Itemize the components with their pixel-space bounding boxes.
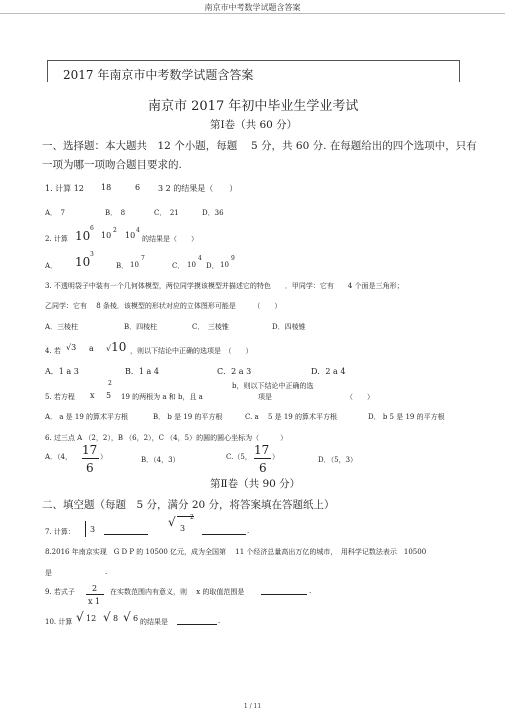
q6-option-c-fraction-bar xyxy=(254,458,271,459)
page-number: 1 / 11 xyxy=(243,703,262,710)
q10-radicand-1: 12 xyxy=(86,614,97,623)
q5-exponent: 2 xyxy=(108,380,112,387)
q5-option-b: B． b 是 19 的平方根 xyxy=(153,413,223,421)
q7-blank-2 xyxy=(202,534,246,535)
q9-stem: 9. 若式子 xyxy=(45,588,75,596)
q4-stem: 4. 若 xyxy=(45,347,61,355)
q2-option-d-label: D． xyxy=(206,262,219,270)
q9-denominator: x 1 xyxy=(88,597,101,606)
q6-option-a-close: ） xyxy=(100,453,107,461)
q8-line-1: 8.2016 年南京实现 G D P 的 10500 亿元，成为全国第 11 个经济总量高出万亿的城市， 用科学记数法表示 10500 xyxy=(45,548,427,556)
q10-radicand-2: 8 xyxy=(113,614,119,623)
q2-stem: 2. 计算 xyxy=(45,235,68,243)
q6-option-b: B．（4，3） xyxy=(141,456,180,464)
q6-option-a-numerator: 17 xyxy=(82,443,98,457)
q2-base-1: 10 xyxy=(75,229,91,243)
q8-line-2-label: 是 xyxy=(45,569,52,577)
q2-option-d-base: 10 xyxy=(220,261,229,269)
q3-option-b: B．四棱柱 xyxy=(124,323,158,331)
part1-heading: 第Ⅰ卷（共 60 分） xyxy=(210,119,298,131)
q5-answer-paren: （ ） xyxy=(346,393,374,401)
q6-stem: 6. 过三点 A （2，2），B （6，2），C （4，5）的圆的圆心坐标为（ ） xyxy=(45,434,288,442)
q3-option-c: C． 三棱锥 xyxy=(192,323,229,331)
q5-stem: 5. 若方程 xyxy=(45,393,75,401)
q9-stem-rest: 在实数范围内有意义，则 x 的取值范围是 xyxy=(110,588,245,596)
q4-option-d: D．2 a 4 xyxy=(311,367,346,376)
q1-option-b: B． 8 xyxy=(105,209,126,217)
q2-exp-2: 2 xyxy=(113,227,117,234)
q6-option-c-denominator: 6 xyxy=(259,461,267,475)
q5-stem-rest: 19 的两根为 a 和 b，且 a xyxy=(121,393,203,401)
q8-line-2-end: . xyxy=(105,568,108,576)
q10-stem-end: 的结果是 xyxy=(140,618,168,626)
q7-stem: 7. 计算： xyxy=(45,528,75,536)
q5-option-c: C. a 5 是 19 的算术平方根 xyxy=(245,413,337,421)
q6-option-d: D．（5，3） xyxy=(318,456,358,464)
q2-option-c-label: C． xyxy=(172,262,185,270)
section1-instruction-cont: 一项为哪一项吻合题目要求的. xyxy=(42,159,182,171)
q7-abs-bar xyxy=(85,521,86,537)
document-title: 2017 年南京市中考数学试题含答案 xyxy=(63,68,254,82)
q10-stem: 10. 计算 xyxy=(45,618,73,626)
q9-fraction-bar xyxy=(86,594,104,595)
q9-blank xyxy=(261,594,307,595)
q6-option-a-denominator: 6 xyxy=(86,461,94,475)
q4-option-b: B．1 a 4 xyxy=(125,367,159,376)
q4-radical-2: √10 xyxy=(106,340,127,354)
q2-exp-1: 6 xyxy=(90,225,94,232)
q2-base-2: 10 xyxy=(101,231,112,240)
q7-value-1: 3 xyxy=(90,525,96,534)
q5-condition: b，则以下结论中正确的选 xyxy=(232,382,314,390)
part2-heading: 第Ⅱ卷（共 90 分） xyxy=(210,478,301,490)
q10-sqrt-1: √ xyxy=(76,610,84,624)
exam-title: 南京市 2017 年初中毕业生学业考试 xyxy=(148,99,359,114)
q2-option-b-exp: 7 xyxy=(141,255,145,262)
q2-exp-3: 4 xyxy=(136,227,140,234)
q6-option-c-close: ） xyxy=(272,453,279,461)
q2-option-d-exp: 9 xyxy=(231,255,235,262)
q1-stem-c: 6 xyxy=(135,183,141,192)
q9-numerator: 2 xyxy=(92,584,98,593)
q10-sqrt-2: √ xyxy=(103,610,111,624)
q5-stem-tail: 项是 xyxy=(258,393,272,401)
q2-stem-end: 的结果是（ ） xyxy=(142,235,198,243)
q10-radicand-3: 6 xyxy=(133,614,139,623)
q10-sqrt-3: √ xyxy=(123,610,131,624)
q7-blank-1 xyxy=(104,534,148,535)
q1-option-a: A． 7 xyxy=(45,209,66,217)
q4-stem-end: ，则以下结论中正确的选项是 （ ） xyxy=(130,347,253,355)
q1-stem-a: 1. 计算 12 xyxy=(45,184,84,193)
q9-end: . xyxy=(309,587,312,595)
q4-radical-1: √3 xyxy=(66,343,77,352)
q6-option-c-label: C.（5， xyxy=(226,453,252,461)
q1-option-d: D．36 xyxy=(202,209,224,217)
q7-exponent: 2 xyxy=(190,514,194,521)
q3-line-2: 乙同学：它有 8 条棱．该模型的形状对应的立体图形可能是 （ ） xyxy=(45,302,282,310)
q4-option-a: A．1 a 3 xyxy=(45,367,79,376)
q5-const-5: 5 xyxy=(106,391,112,400)
q2-option-b-label: B． xyxy=(116,262,129,270)
q7-end: . xyxy=(247,527,250,535)
q2-option-a-label: A． xyxy=(45,262,58,270)
header-rule xyxy=(0,13,505,14)
q2-option-a-base: 10 xyxy=(75,255,91,269)
q5-option-a: A． a 是 19 的算术平方根 xyxy=(45,413,129,421)
q4-option-c: C．2 a 3 xyxy=(217,367,252,376)
q1-stem-d: 3 2 的结果是（ ） xyxy=(158,184,238,193)
section2-instruction: 二、填空题（每题 5 分，满分 20 分，将答案填在答题纸上） xyxy=(42,499,335,511)
q2-option-b-base: 10 xyxy=(130,261,139,269)
q5-var-x: x xyxy=(90,391,95,400)
q4-radicand-1: 3 xyxy=(71,343,77,352)
section1-instruction: 一、选择题：本大题共 12 个小题，每题 5 分，共 60 分. 在每题给出的四个选项中，只有 xyxy=(42,140,477,152)
q1-stem-b: 18 xyxy=(101,183,112,192)
q6-option-a-fraction-bar xyxy=(82,458,99,459)
q2-option-c-exp: 4 xyxy=(198,255,202,262)
page-header: 南京市中考数学试题含答案 xyxy=(204,3,301,12)
q5-option-d: D． b 5 是 19 的平方根 xyxy=(368,413,445,421)
q3-option-d: D．四棱锥 xyxy=(272,323,306,331)
q2-option-c-base: 10 xyxy=(187,261,196,269)
q7-sqrt-sign: √ xyxy=(168,515,176,529)
q2-option-a-exp: 3 xyxy=(90,251,94,258)
q2-base-3: 10 xyxy=(125,231,136,240)
q4-radicand-2: 10 xyxy=(111,340,127,354)
q4-variable-a: a xyxy=(89,344,94,353)
q6-option-c-numerator: 17 xyxy=(254,443,270,457)
q3-option-a: A．三棱柱 xyxy=(45,323,79,331)
q7-value-2: 3 xyxy=(180,524,186,533)
q10-dot: . xyxy=(218,617,221,625)
q10-blank xyxy=(177,624,217,625)
q6-option-a-label: A．（4， xyxy=(45,453,73,461)
q1-option-c: C． 21 xyxy=(154,209,179,217)
q3-line-1: 3. 不透明袋子中装有一个几何体模型，两位同学摸该模型并描述它的特色 ．甲同学：它有 4 个面是三角形； xyxy=(45,282,404,290)
